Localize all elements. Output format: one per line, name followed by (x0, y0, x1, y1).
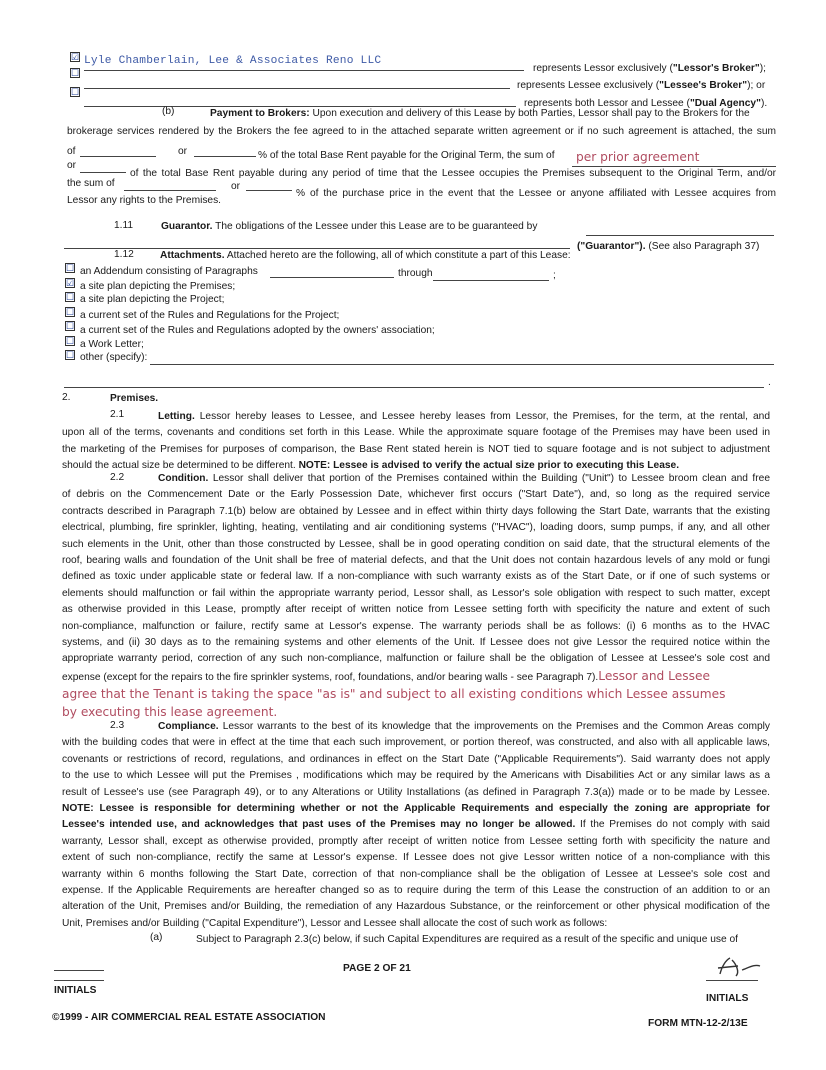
addendum-from-blank[interactable] (270, 277, 394, 278)
payment-or-2: or (67, 160, 77, 171)
attachment-site-plan-project-checkbox[interactable]: ☐ (66, 292, 75, 302)
initials-signature (714, 954, 764, 980)
addendum-through-label: through (398, 268, 433, 279)
attachment-addendum-label: an Addendum consisting of Paragraphs (80, 266, 258, 277)
handwritten-as-is-1: Lessor and Lessee (598, 668, 710, 683)
payment-first-line: Payment to Brokers: Upon execution and delivery of this Lease by both Parties, Lessor shall pay to the Brokers for the (210, 108, 750, 119)
lessors-broker-text: represents Lessor exclusively ("Lessor's Broker"); (533, 63, 766, 74)
lessors-broker-name: Lyle Chamberlain, Lee & Associates Reno LLC (84, 55, 382, 67)
payment-or-blank[interactable] (80, 172, 126, 173)
payment-sum-blank[interactable] (80, 156, 156, 157)
attachment-site-plan-premises-checkbox[interactable]: ☑ (66, 278, 75, 288)
attachment-other-blank-2[interactable] (64, 387, 764, 388)
initials-right-label: INITIALS (706, 993, 749, 1004)
attachment-addendum-checkbox[interactable]: ☐ (66, 263, 75, 273)
attachments-number: 1.12 (114, 249, 134, 260)
payment-sum-label: the sum of (67, 178, 115, 189)
page-number: PAGE 2 OF 21 (343, 963, 411, 974)
payment-or-3: or (231, 181, 241, 192)
attachment-other-period: . (768, 377, 771, 388)
payment-sum2-blank[interactable] (124, 190, 216, 191)
initials-left-line-2[interactable] (54, 980, 104, 981)
handwritten-as-is-2: agree that the Tenant is taking the space "as is" and subject to all existing conditions which Lessee assumes (62, 686, 726, 701)
compliance-paragraph: Compliance. Lessor warrants to the best of its knowledge that the improvements on the Premises and the Common Areas comply with the building codes that were in effect at the time that each such improvement, or portion thereof, was constructed, and also with all applicable laws, covenants or restrictions of record, regulations, and ordinances in effect on the Start Date ("Applicable Requirements"). Said warranty does not apply to the use to which Lessee will put the Premises , modifications which may be required by the Americans with Disabilities Act or any similar laws as a result of Lessee's use (see Paragraph 49), or to any Alterations or Utility Installations (as defined in Paragraph 7.3(a)) made or to be made by Lessee. NOTE: Lessee is responsible for determining whether or not the Applicable Requirements and especially the zoning are appropriate for Lessee's intended use, and acknowledges that past uses of the Premises may no longer be allowed. If the Premises do not comply with said warranty, Lessor shall, except as otherwise provided, promptly after receipt of written notice from Lessee setting forth with specificity the nature and extent of such non-compliance, rectify the same at Lessor's expense. If Lessee does not give Lessor written notice of a non-compliance with this warranty within 6 months following the Start Date, correction of that non-compliance shall be the obligation of Lessee at Lessee's sole cost and expense. If the Applicable Requirements are hereafter changed so as to require during the term of this Lease the construction of an addition to or an alteration of the Unit, Premises and/or Building, the remediation of any Hazardous Substance, or the reinforcement or other physical modification of the Unit, Premises and/or Building ("Capital Expenditure"), Lessor and Lessee shall allocate the cost of such work as follows: (62, 721, 770, 929)
guarantor-number: 1.11 (114, 220, 134, 231)
initials-left-label: INITIALS (54, 985, 97, 996)
payment-line-2: brokerage services rendered by the Brokers the fee agreed to in the attached separate written agreement or if no such agreement is attached, the sum (67, 126, 776, 137)
guarantor-blank-1[interactable] (586, 235, 774, 236)
addendum-through-blank[interactable] (433, 280, 549, 281)
premises-heading: Premises. (110, 393, 159, 404)
attachment-other-label: other (specify): (80, 352, 148, 363)
initials-left-line[interactable] (54, 970, 104, 971)
payment-of-label: of (67, 146, 76, 157)
addendum-semicolon: ; (553, 270, 556, 281)
payment-percent2-blank[interactable] (246, 190, 292, 191)
initials-right-line[interactable] (706, 980, 758, 981)
attachment-rules-owners-label: a current set of the Rules and Regulations adopted by the owners' association; (80, 325, 435, 336)
attachment-other-checkbox[interactable]: ☐ (66, 350, 75, 360)
attachments-text: Attachments. Attached hereto are the following, all of which constitute a part of this Lease: (160, 250, 571, 261)
payment-label: (b) (162, 106, 175, 117)
attachment-site-plan-premises-label: a site plan depicting the Premises; (80, 281, 236, 292)
attachment-rules-project-checkbox[interactable]: ☐ (66, 307, 75, 317)
handwritten-per-prior-agreement: per prior agreement (576, 150, 700, 164)
payment-or-label: or (178, 146, 188, 157)
form-number: FORM MTN-12-2/13E (648, 1018, 748, 1029)
attachment-site-plan-project-label: a site plan depicting the Project; (80, 294, 225, 305)
condition-paragraph: Condition. Lessor shall deliver that portion of the Premises contained within the Building ("Unit") to Lessee broom clean and free of debris on the Commencement Date or the Early Possession Date, whichever first occurs ("Start Date"), and, so long as the required service contracts described in Paragraph 7.1(b) below are obtained by Lessee and in effect within thirty days following the Start Date, warrants that the existing electrical, plumbing, fire sprinkler, lighting, heating, ventilating and air conditioning systems ("HVAC"), loading doors, sump pumps, if any, and all other such elements in the Unit, other than those constructed by Lessee, shall be in good operating condition on said date, that the structural elements of the roof, bearing walls and foundation of the Unit shall be free of material defects, and that the Unit does not contain hazardous levels of any mold or fungi defined as toxic under applicable state or federal law. If a non-compliance with such warranty exists as of the Start Date, or if one of such systems or elements should malfunction or fail within the appropriate warranty period, Lessor shall, as Lessor's sole obligation with respect to such matter, except as otherwise provided in this Lease, promptly after receipt of written notice from Lessee setting forth with specificity the nature and extent of such non-compliance, malfunction or failure, rectify same at Lessor's expense. The warranty periods shall be as follows: (i) 6 months as to the HVAC systems, and (ii) 30 days as to the remaining systems and other elements of the Unit. If Lessee does not give Lessor the required notice within the appropriate warranty period, correction of any such non-compliance, malfunction or failure shall be the obligation of Lessee at Lessee's sole cost and expense (except for the repairs to the fire sprinkler systems, roof, foundations, and/or bearing walls - see Paragraph 7).Lessor and Lessee agree that the Tenant is taking the space "as is" and subject to all existing conditions which Lessee assumes by executing this lease agreement. (62, 473, 770, 719)
payment-line-6: Lessor any rights to the Premises. (67, 195, 222, 206)
capex-a-label: (a) (150, 932, 163, 943)
guarantor-text: Guarantor. The obligations of the Lessee under this Lease are to be guaranteed by (161, 221, 538, 232)
copyright: ©1999 - AIR COMMERCIAL REAL ESTATE ASSOCIATION (52, 1012, 326, 1023)
payment-percent-text: % of the total Base Rent payable for the Original Term, the sum of (258, 150, 555, 161)
attachment-work-letter-label: a Work Letter; (80, 339, 144, 350)
dual-agency-checkbox[interactable]: ☐ (71, 87, 80, 97)
dual-agency-text: represents both Lessor and Lessee ("Dual Agency"). (524, 98, 768, 109)
premises-number: 2. (62, 392, 71, 403)
attachment-work-letter-checkbox[interactable]: ☐ (66, 336, 75, 346)
letting-number: 2.1 (110, 409, 125, 420)
handwritten-as-is-3: by executing this lease agreement. (62, 704, 278, 719)
lessors-broker-line (84, 70, 524, 71)
lessees-broker-line (84, 88, 510, 89)
lessees-broker-checkbox[interactable]: ☐ (71, 68, 80, 78)
capex-a-text: Subject to Paragraph 2.3(c) below, if such Capital Expenditures are required as a result of the specific and unique use of (196, 934, 738, 945)
payment-line-5: % of the purchase price in the event that the Lessee or anyone affiliated with Lessee acquires from (296, 188, 776, 199)
attachment-other-blank-1[interactable] (150, 364, 774, 365)
lessors-broker-checkbox[interactable]: ☑ (71, 52, 80, 62)
lessees-broker-text: represents Lessee exclusively ("Lessee's Broker"); or (517, 80, 766, 91)
payment-percent-blank[interactable] (194, 156, 256, 157)
attachment-rules-project-label: a current set of the Rules and Regulations for the Project; (80, 310, 340, 321)
guarantor-term-line: ("Guarantor"). (See also Paragraph 37) (577, 241, 760, 252)
payment-line-4: of the total Base Rent payable during any period of time that the Lessee occupies the Premises subsequent to the Original Term, and/or (130, 168, 776, 179)
letting-paragraph: Letting. Lessor hereby leases to Lessee, and Lessee hereby leases from Lessor, the Premises, for the term, at the rental, and upon all of the terms, covenants and conditions set forth in this Lease. While the approximate square footage of the Premises may have been used in the marketing of the Premises for purposes of comparison, the Base Rent stated herein is NOT tied to square footage and is not subject to adjustment should the actual size be determined to be different. NOTE: Lessee is advised to verify the actual size prior to executing this Lease. (62, 411, 770, 472)
compliance-number: 2.3 (110, 720, 125, 731)
attachment-rules-owners-checkbox[interactable]: ☐ (66, 321, 75, 331)
condition-number: 2.2 (110, 472, 125, 483)
